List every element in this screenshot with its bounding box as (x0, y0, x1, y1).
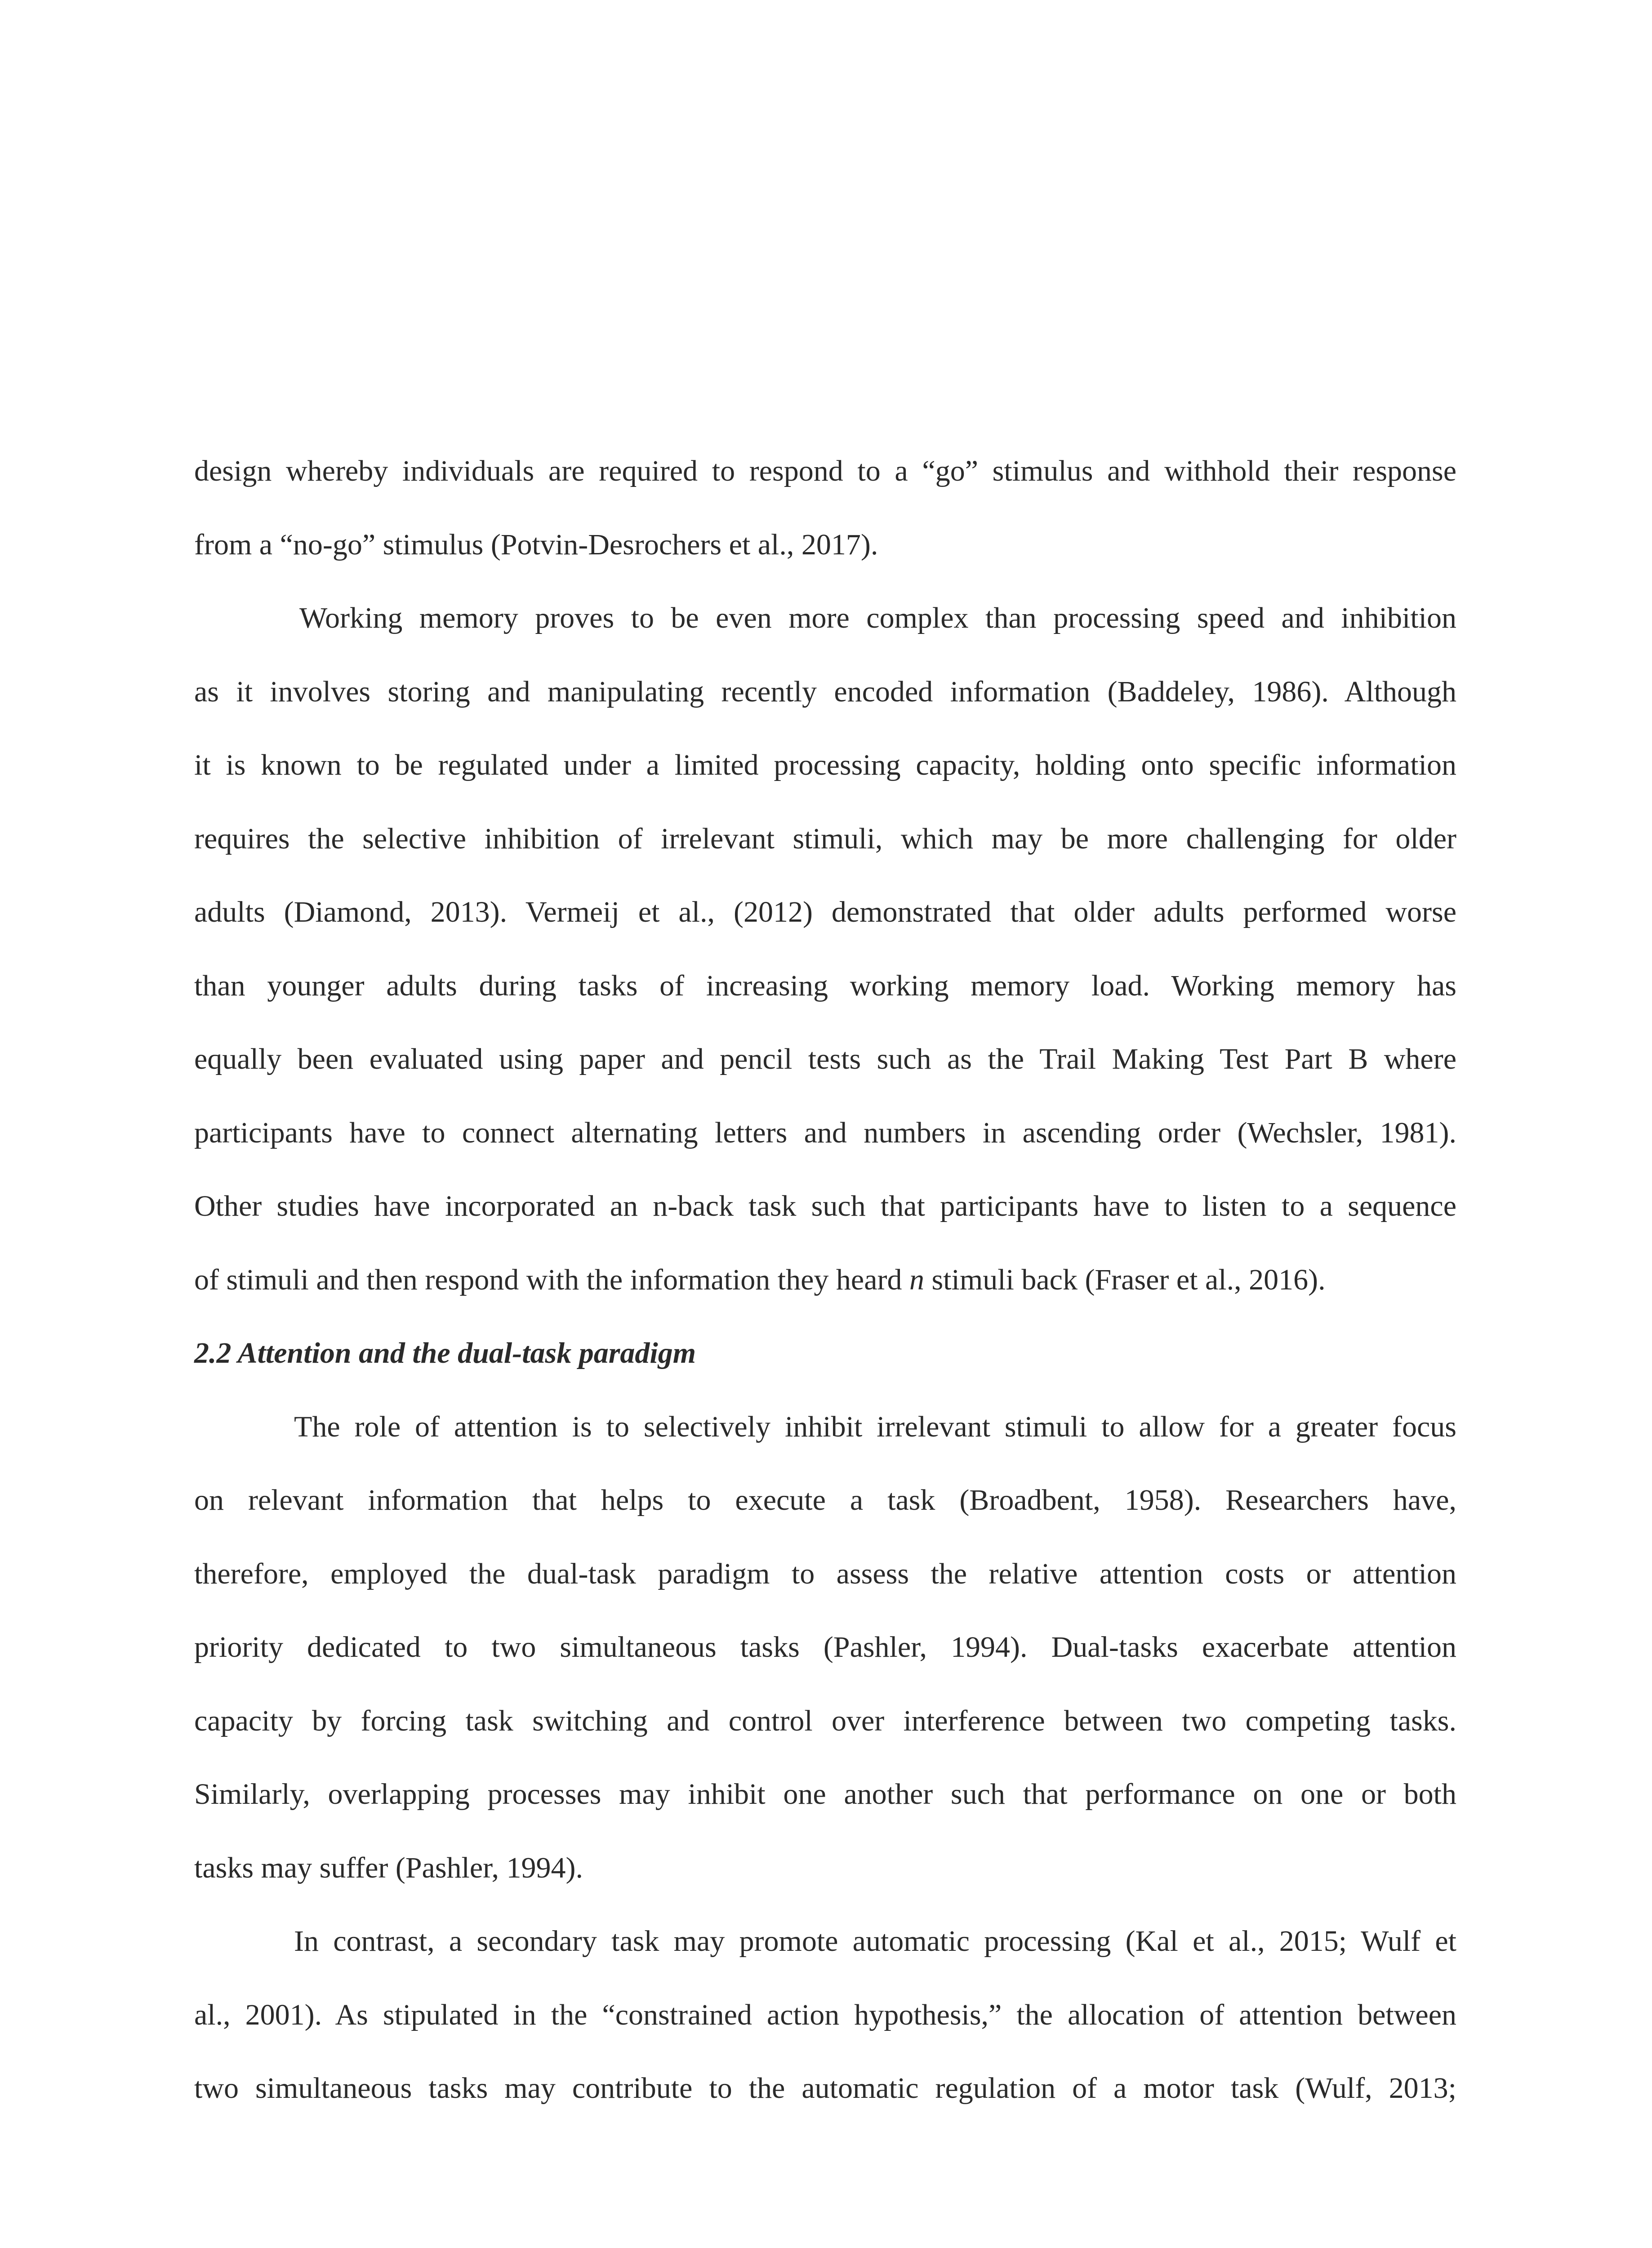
text-line (194, 1243, 1456, 1317)
text-line: Similarly, overlapping processes may inhibit one another such that performance on one or both (194, 1778, 1456, 1811)
text-line: participants have to connect alternating letters and numbers in ascending order (Wechsler, 1981). (194, 1116, 1456, 1149)
body-text (194, 434, 1456, 2125)
text-line: design whereby individuals are required to respond to a “go” stimulus and withhold their response (194, 455, 1456, 487)
text-line: on relevant information that helps to execute a task (Broadbent, 1958). Researchers have, (194, 1484, 1456, 1517)
italic-variable: n (909, 1263, 924, 1296)
text-line: Working memory proves to be even more complex than processing speed and inhibition (299, 602, 1456, 634)
text-line: capacity by forcing task switching and control over interference between two competing tasks. (194, 1704, 1456, 1737)
text-line: adults (Diamond, 2013). Vermeij et al., (2012) demonstrated that older adults performed worse (194, 896, 1456, 928)
text-line: requires the selective inhibition of irrelevant stimuli, which may be more challenging for older (194, 822, 1456, 855)
text-line: In contrast, a secondary task may promote automatic processing (Kal et al., 2015; Wulf et (294, 1925, 1456, 1958)
text-line: tasks may suffer (Pashler, 1994). (194, 1851, 583, 1884)
text-line: than younger adults during tasks of increasing working memory load. Working memory has (194, 969, 1456, 1002)
text-line: The role of attention is to selectively inhibit irrelevant stimuli to allow for a greater focus (294, 1410, 1456, 1443)
paragraph-working-memory (194, 581, 1456, 1316)
section-heading (194, 1316, 1456, 1390)
text-line: it is known to be regulated under a limited processing capacity, holding onto specific information (194, 749, 1456, 781)
paragraph-attention (194, 1390, 1456, 1905)
text-line: as it involves storing and manipulating recently encoded information (Baddeley, 1986). Although (194, 675, 1456, 708)
text-line: two simultaneous tasks may contribute to the automatic regulation of a motor task (Wulf, 2013; (194, 2072, 1456, 2105)
text-segment: of stimuli and then respond with the information they heard (194, 1263, 909, 1296)
text-line: al., 2001). As stipulated in the “constrained action hypothesis,” the allocation of attention between (194, 1998, 1456, 2031)
text-line: therefore, employed the dual-task paradigm to assess the relative attention costs or attention (194, 1557, 1456, 1590)
paragraph-continuation (194, 434, 1456, 581)
text-line: priority dedicated to two simultaneous tasks (Pashler, 1994). Dual-tasks exacerbate attention (194, 1631, 1456, 1664)
text-line: Other studies have incorporated an n-back task such that participants have to listen to a sequence (194, 1190, 1456, 1222)
text-line: equally been evaluated using paper and pencil tests such as the Trail Making Test Part B where (194, 1043, 1456, 1075)
paragraph-in-contrast (194, 1905, 1456, 2125)
text-segment: stimuli back (Fraser et al., 2016). (924, 1263, 1326, 1296)
text-line: from a “no-go” stimulus (Potvin-Desrochers et al., 2017). (194, 528, 878, 561)
section-heading-text: 2.2 Attention and the dual-task paradigm (194, 1337, 696, 1369)
